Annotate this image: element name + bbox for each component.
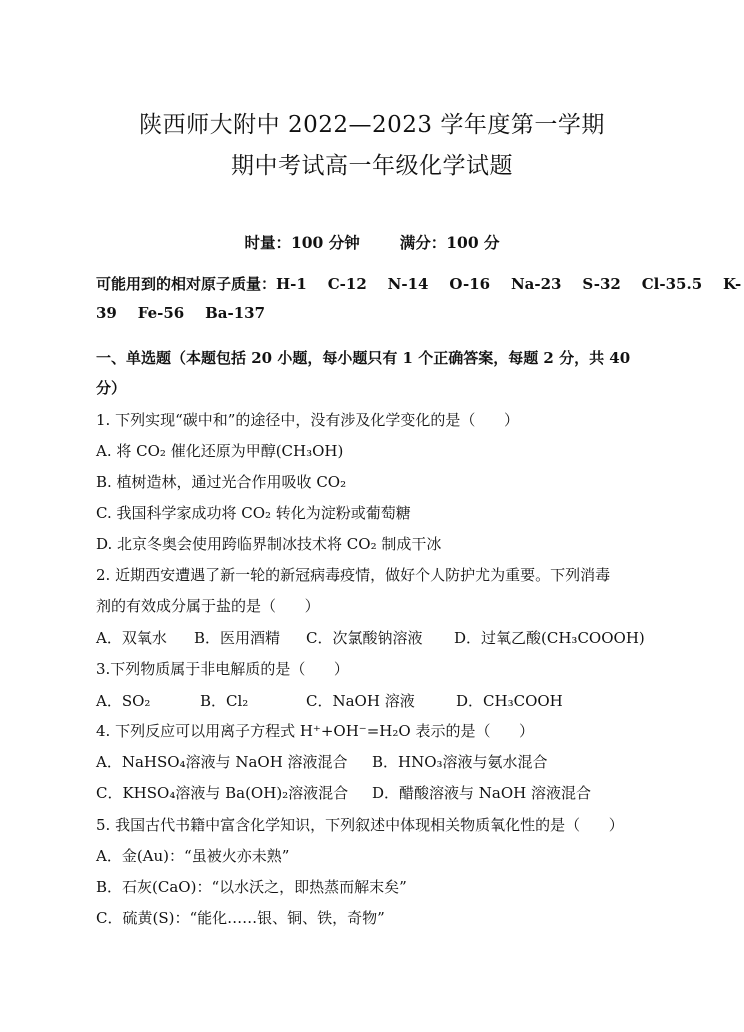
question-2-option-d: D．过氧乙酸(CH₃COOOH)	[454, 629, 645, 647]
question-2-stem-line2: 剂的有效成分属于盐的是（ ）	[96, 597, 320, 615]
question-3-option-a: A．SO₂	[96, 692, 151, 710]
section-heading-line1: 一、单选题（本题包括 20 小题，每小题只有 1 个正确答案，每题 2 分，共 40	[96, 349, 631, 367]
question-5-option-a: A．金(Au)：“虽被火亦未熟”	[96, 847, 290, 865]
exam-score: 满分：100 分	[399, 233, 500, 252]
question-4-stem: 4. 下列反应可以用离子方程式 H⁺+OH⁻=H₂O 表示的是（ ）	[96, 722, 535, 740]
exam-title-line1: 陕西师大附中 2022—2023 学年度第一学期	[139, 112, 605, 138]
question-3-option-b: B．Cl₂	[200, 692, 249, 710]
question-4-options-row1	[96, 751, 656, 772]
exam-title-line2: 期中考试高一年级化学试题	[231, 153, 513, 179]
question-4-option-c: C．KHSO₄溶液与 Ba(OH)₂溶液混合	[96, 784, 349, 802]
question-4-options-row2	[96, 782, 656, 803]
question-2-options	[96, 627, 656, 648]
question-3-stem: 3.下列物质属于非电解质的是（ ）	[96, 660, 349, 678]
section-heading-line2: 分）	[96, 379, 127, 397]
question-1-option-b: B. 植树造林，通过光合作用吸收 CO₂	[96, 473, 347, 491]
question-1-option-d: D. 北京冬奥会使用跨临界制冰技术将 CO₂ 制成干冰	[96, 535, 442, 553]
atomic-masses-line1: 可能用到的相对原子质量：H-1 C-12 N-14 O-16 Na-23 S-32 Cl-35.5 K-	[96, 275, 742, 293]
question-4-option-d: D．醋酸溶液与 NaOH 溶液混合	[372, 784, 592, 802]
question-4-option-b: B．HNO₃溶液与氨水混合	[372, 753, 548, 771]
question-5-option-c: C．硫黄(S)：“能化……银、铜、铁，奇物”	[96, 909, 385, 927]
question-3-option-c: C．NaOH 溶液	[306, 692, 415, 710]
question-5-stem: 5. 我国古代书籍中富含化学知识，下列叙述中体现相关物质氧化性的是（ ）	[96, 816, 624, 834]
question-3-option-d: D．CH₃COOH	[456, 692, 563, 710]
atomic-masses-line2: 39 Fe-56 Ba-137	[96, 304, 266, 322]
question-5-option-b: B．石灰(CaO)：“以水沃之，即热蒸而解末矣”	[96, 878, 407, 896]
question-1-option-a: A. 将 CO₂ 催化还原为甲醇(CH₃OH)	[96, 442, 344, 460]
question-1-stem: 1. 下列实现“碳中和”的途径中，没有涉及化学变化的是（ ）	[96, 411, 520, 429]
question-2-option-a: A．双氧水	[96, 629, 167, 647]
question-2-option-c: C．次氯酸钠溶液	[306, 629, 423, 647]
question-3-options	[96, 690, 656, 711]
question-2-option-b: B．医用酒精	[194, 629, 281, 647]
question-1-option-c: C. 我国科学家成功将 CO₂ 转化为淀粉或葡萄糖	[96, 504, 411, 522]
question-4-option-a: A．NaHSO₄溶液与 NaOH 溶液混合	[96, 753, 348, 771]
question-2-stem-line1: 2. 近期西安遭遇了新一轮的新冠病毒疫情，做好个人防护尤为重要。下列消毒	[96, 566, 611, 584]
exam-info	[0, 231, 744, 253]
exam-time: 时量：100 分钟	[244, 233, 360, 252]
